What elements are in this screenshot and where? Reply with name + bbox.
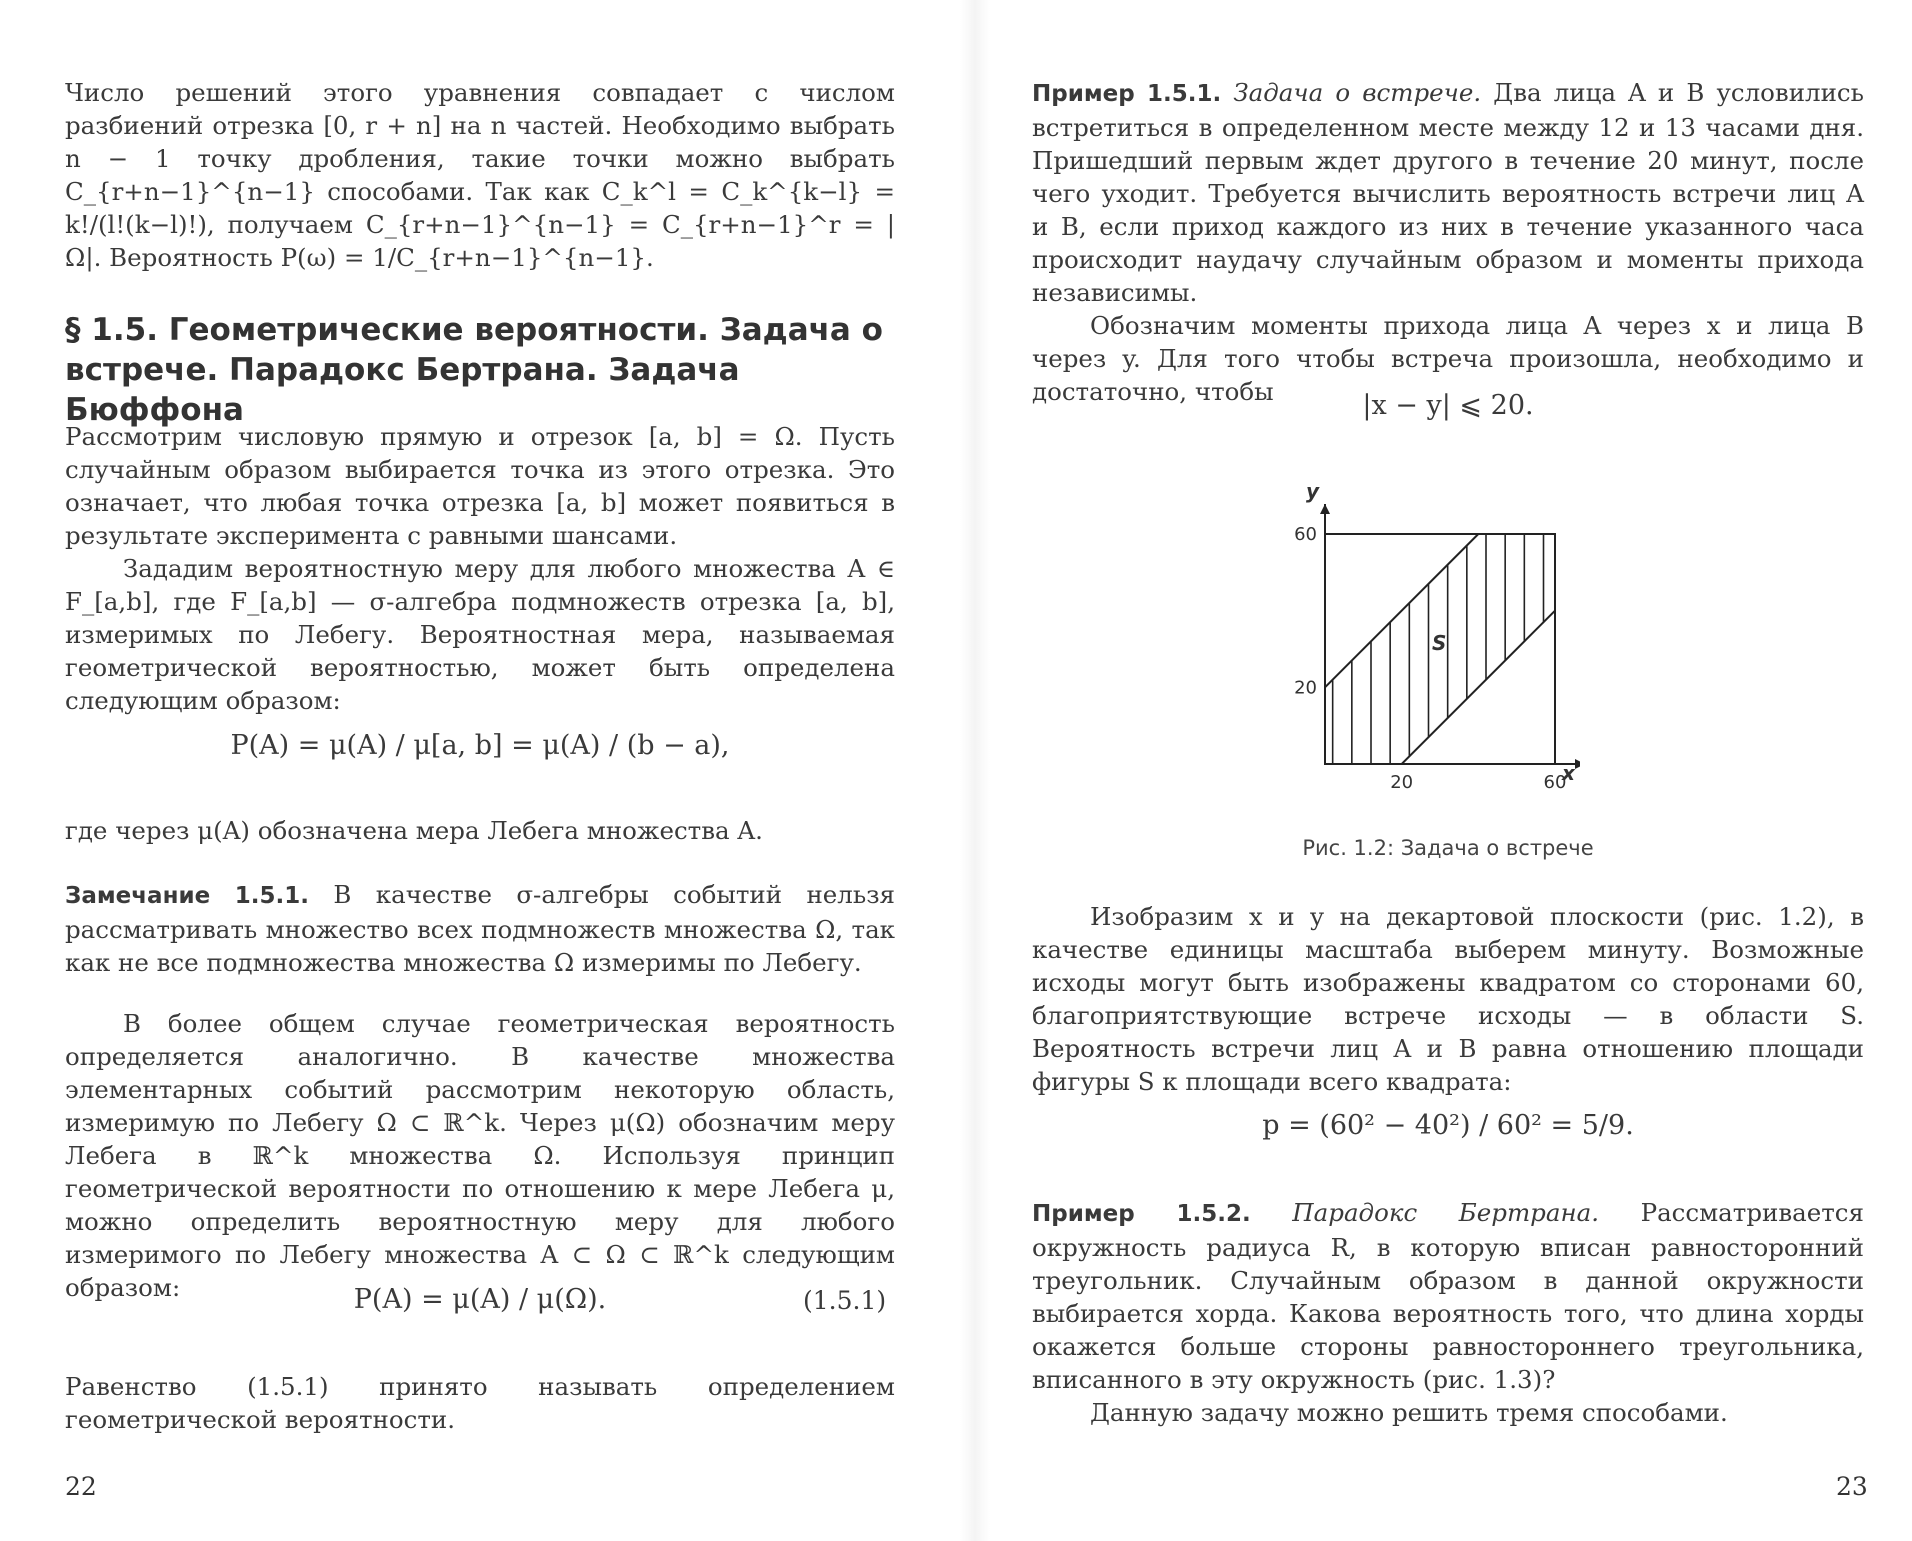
remark-text: В качестве σ-алгебры событий нельзя рассматривать множество всех подмножеств множества Ω, так как не все подмножества множества Ω измеримы по Лебегу. xyxy=(65,880,896,977)
remark xyxy=(65,878,895,979)
left-body-2 xyxy=(65,814,895,847)
x-axis-arrow xyxy=(1575,759,1580,769)
right-page xyxy=(1000,0,1912,1541)
example1-label: Пример 1.5.1. xyxy=(1032,81,1222,107)
paragraph: Данную задачу можно решить тремя способами. xyxy=(1090,1398,1728,1427)
example2-label: Пример 1.5.2. xyxy=(1032,1201,1251,1227)
remark-label: Замечание 1.5.1. xyxy=(65,883,309,909)
left-body-3 xyxy=(65,1007,895,1304)
paragraph: Равенство (1.5.1) принято называть определением геометрической вероятности. xyxy=(65,1372,895,1434)
equation-number: (1.5.1) xyxy=(803,1286,887,1315)
y-axis-arrow xyxy=(1320,504,1330,514)
x-tick-label: 20 xyxy=(1390,772,1414,793)
y-tick-label: 60 xyxy=(1294,524,1317,545)
left-body-1 xyxy=(65,420,895,717)
left-body-4 xyxy=(65,1370,895,1436)
figure-caption: Рис. 1.2: Задача о встрече xyxy=(1302,836,1594,860)
page-gutter xyxy=(960,0,990,1541)
section-heading: § 1.5. Геометрические вероятности. Задача о встрече. Парадокс Бертрана. Задача Бюффона xyxy=(65,312,883,428)
page-number-right: 23 xyxy=(1836,1472,1868,1501)
left-page xyxy=(0,0,940,1541)
lower-boundary-line xyxy=(1402,611,1555,764)
example2-title: Парадокс Бертрана. xyxy=(1292,1198,1600,1227)
page-number-left: 22 xyxy=(65,1472,97,1501)
formula-geometric-probability: P(A) = μ(A) / μ[a, b] = μ(A) / (b − a), xyxy=(230,730,730,761)
x-tick-label: 60 xyxy=(1543,772,1567,793)
region-s-label: S xyxy=(1432,631,1447,655)
paragraph: В более общем случае геометрическая вероятность определяется аналогично. В качестве множества элементарных событий рассмотрим некоторую область, измеримую по Лебегу Ω ⊂ ℝ^k. Через μ(Ω) обозначим меру Лебега в ℝ^k множества Ω. Используя принцип геометрической вероятности по отношению к мере Лебега μ, можно определить вероятностную меру для любого измеримого по Лебегу множества A ⊂ Ω ⊂ ℝ^k следующим образом: xyxy=(65,1009,895,1302)
inequality: |x − y| ⩽ 20. xyxy=(1362,390,1534,421)
formula-p: p = (60² − 40²) / 60² = 5/9. xyxy=(1262,1110,1634,1141)
formula-1-5-1: P(A) = μ(A) / μ(Ω). xyxy=(353,1284,607,1315)
right-body-2 xyxy=(1032,900,1864,1098)
example2-text: Рассматривается окружность радиуса R, в которую вписан равносторонний треугольник. Случайным образом в данной окружности выбирается хорда. Какова вероятность того, что длина хорды окажется больше стороны равностороннего треугольника, вписанного в эту окружность (рис. 1.3)? xyxy=(1032,1198,1864,1394)
y-axis-label: y xyxy=(1306,480,1320,503)
upper-boundary-line xyxy=(1325,534,1478,687)
paragraph: Зададим вероятностную меру для любого множества A ∈ F_[a,b], где F_[a,b] — σ-алгебра подмножеств отрезка [a, b], измеримых по Лебегу. Вероятностная мера, называемая геометрической вероятностью, может быть определена следующим образом: xyxy=(65,554,895,715)
x-axis-label: x xyxy=(1562,761,1575,785)
y-tick-label: 20 xyxy=(1294,677,1317,699)
example1-title: Задача о встрече. xyxy=(1233,78,1482,107)
paragraph: Рассмотрим числовую прямую и отрезок [a, b] = Ω. Пусть случайным образом выбирается точка из этого отрезка. Это означает, что любая точка отрезка [a, b] может появиться в результате эксперимента с равными шансами. xyxy=(65,422,895,550)
paragraph: где через μ(A) обозначена мера Лебега множества A. xyxy=(65,816,763,845)
paragraph: Изобразим x и y на декартовой плоскости (рис. 1.2), в качестве единицы масштаба выберем минуту. Возможные исходы могут быть изображены квадратом со сторонами 60, благоприятствующие встрече исходы — в области S. Вероятность встречи лиц A и B равна отношению площади фигуры S к площади всего квадрата: xyxy=(1032,902,1864,1096)
meeting-figure xyxy=(1260,480,1580,800)
example-2 xyxy=(1032,1196,1864,1429)
example1-text: Два лица A и B условились встретиться в определенном месте между 12 и 13 часами дня. Пришедший первым ждет другого в течение 20 минут, после чего уходит. Требуется вычислить вероятность встречи лиц A и B, если приход каждого из них в течение указанного часа происходит наудачу случайным образом и моменты прихода независимы. xyxy=(1032,78,1864,307)
intro-paragraph: Число решений этого уравнения совпадает с числом разбиений отрезка [0, r + n] на n частей. Необходимо выбрать n − 1 точку дробления, такие точки можно выбрать C_{r+n−1}^{n−1} способами. Так как C_k^l = C_k^{k−l} = k!/(l!(k−l)!), получаем C_{r+n−1}^{n−1} = C_{r+n−1}^r = |Ω|. Вероятность P(ω) = 1/C_{r+n−1}^{n−1}. xyxy=(65,78,895,272)
paragraph: Обозначим моменты прихода лица A через x и лица B через y. Для того чтобы встреча произошла, необходимо и достаточно, чтобы xyxy=(1032,311,1864,406)
example-1 xyxy=(1032,76,1864,408)
